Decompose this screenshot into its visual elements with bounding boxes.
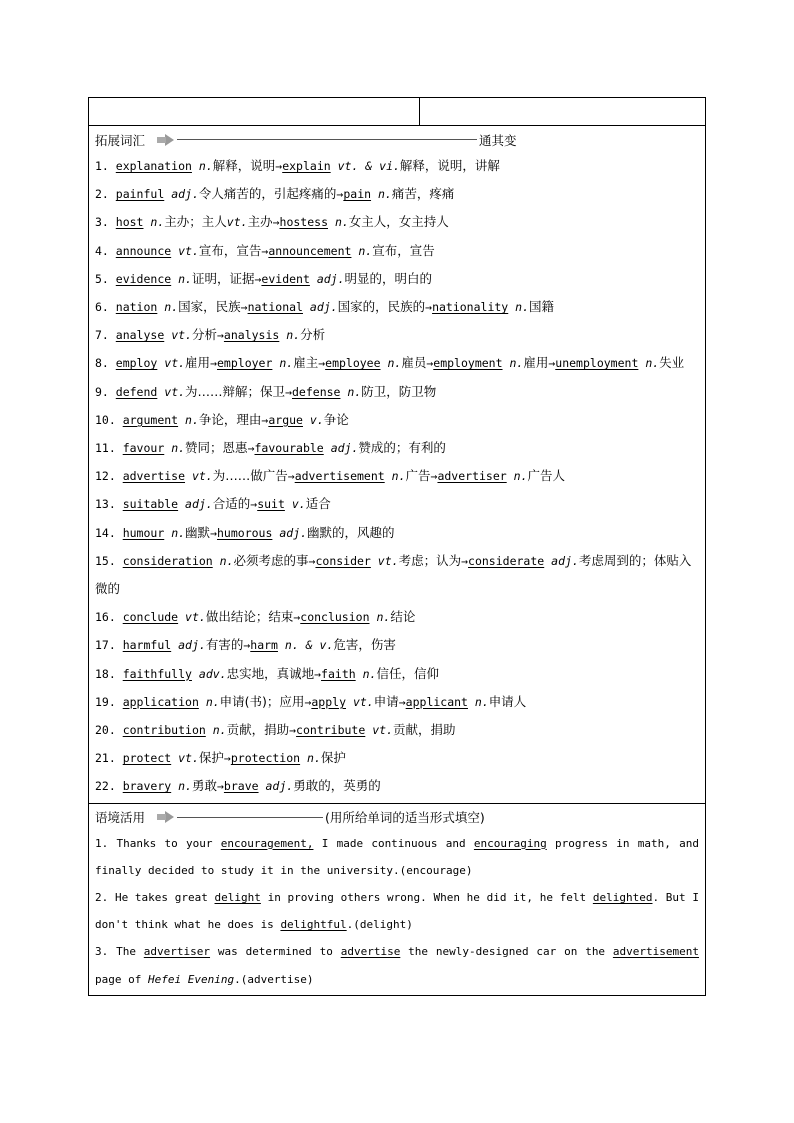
arrow-right-icon: →	[426, 356, 434, 371]
part-of-speech: n.	[205, 694, 220, 709]
answer-word: employee	[325, 356, 381, 371]
answer-word: delightful	[280, 918, 347, 932]
answer-word: encouraging	[473, 836, 547, 850]
arrow-right-icon: →	[250, 497, 258, 512]
part-of-speech: vt.	[171, 328, 192, 343]
newspaper-name: Hefei Evening	[147, 972, 235, 986]
item-number: 19.	[95, 694, 123, 709]
answer-word: announcement	[268, 243, 352, 258]
part-of-speech: adj.	[279, 525, 308, 540]
arrow-right-icon: →	[261, 412, 269, 427]
list-item	[95, 688, 699, 716]
part-of-speech: n.	[334, 215, 349, 230]
arrow-right-icon: →	[210, 525, 217, 540]
answer-word: analyse	[115, 328, 165, 343]
chinese-meaning: 雇主	[293, 355, 319, 371]
chinese-meaning: 雇用	[185, 355, 211, 371]
chinese-meaning: 勇敢的，英勇的	[293, 778, 381, 794]
arrow-right-icon: →	[261, 243, 269, 258]
item-number: 21.	[95, 751, 123, 766]
arrow-right-icon: →	[293, 610, 301, 625]
list-item	[95, 180, 699, 208]
arrow-right-icon: →	[304, 694, 312, 709]
list-item	[95, 660, 699, 688]
chinese-meaning: 宣布，宣告	[198, 242, 262, 258]
arrow-right-icon: →	[289, 723, 297, 738]
answer-word: advertisement	[612, 945, 699, 959]
item-number: 2.	[95, 187, 116, 202]
item-number: 15.	[95, 553, 123, 568]
answer-word: defense	[292, 384, 341, 399]
answer-word: employment	[433, 356, 503, 371]
arrow-right-icon: →	[287, 469, 295, 484]
answer-word: consideration	[122, 553, 213, 568]
sentence-text: page of	[95, 972, 148, 986]
answer-word: faithfully	[122, 666, 192, 681]
part-of-speech: n.	[513, 469, 528, 484]
item-number: 6.	[95, 300, 116, 315]
list-item	[95, 152, 699, 180]
item-number: 11.	[95, 441, 123, 456]
chinese-meaning: 忠实地，真诚地	[226, 665, 315, 681]
part-of-speech: n.	[474, 694, 489, 709]
answer-word: advertise	[122, 469, 186, 484]
context-usage-section	[89, 803, 705, 995]
part-of-speech: n.	[645, 356, 660, 371]
list-item	[95, 716, 699, 744]
answer-word: protection	[230, 751, 301, 766]
chinese-meaning: 国家的，民族的	[337, 299, 426, 315]
exercise-sentence	[95, 884, 699, 938]
chinese-meaning: 适合	[305, 496, 331, 512]
sentence-text: .(delight)	[346, 918, 413, 932]
part-of-speech: n.	[387, 356, 402, 371]
answer-word: pain	[343, 187, 372, 202]
answer-word: applicant	[405, 694, 468, 709]
list-item	[95, 547, 699, 603]
part-of-speech: v.	[291, 497, 306, 512]
answer-word: favour	[122, 441, 165, 456]
arrow-right-icon: →	[247, 441, 255, 456]
item-number: 8.	[95, 356, 116, 371]
chinese-meaning: 申请(书)；应用	[219, 693, 305, 709]
arrow-right-icon: →	[398, 694, 406, 709]
chinese-meaning: 为……做广告	[212, 468, 288, 484]
chinese-meaning: 保护	[198, 750, 224, 766]
section-title-line	[95, 805, 699, 830]
answer-word: advertise	[340, 945, 401, 959]
arrow-right-icon: →	[223, 751, 231, 766]
arrow-right-icon: →	[216, 779, 224, 794]
list-item	[95, 631, 699, 659]
list-item	[95, 265, 699, 293]
part-of-speech: vt.	[178, 243, 199, 258]
answer-word: evidence	[115, 271, 172, 286]
list-item	[95, 406, 699, 434]
chinese-meaning: 解释，说明	[212, 158, 276, 173]
arrow-right-icon: →	[285, 384, 292, 399]
list-item	[95, 434, 699, 462]
chinese-meaning: 保护	[320, 750, 346, 766]
answer-word: nation	[115, 300, 158, 315]
part-of-speech: adj.	[330, 441, 359, 456]
answer-word: hostess	[279, 215, 328, 230]
chinese-meaning: 令人痛苦的，引起疼痛的	[198, 186, 337, 202]
item-number: 9.	[95, 384, 116, 399]
header-cell-left	[89, 98, 420, 125]
vocabulary-expansion-section	[89, 126, 705, 803]
part-of-speech: n.	[178, 271, 192, 286]
answer-word: host	[115, 215, 144, 230]
arrow-right-icon: →	[336, 187, 344, 202]
arrow-right-icon: →	[314, 666, 322, 681]
chinese-meaning: 解释，说明，讲解	[399, 158, 500, 173]
chinese-meaning: 结论	[390, 609, 416, 625]
answer-word: humour	[122, 525, 165, 540]
worksheet-table	[88, 97, 706, 996]
item-number: 5.	[95, 271, 116, 286]
answer-word: explain	[282, 159, 331, 173]
chinese-meaning: 合适的	[212, 496, 251, 512]
chinese-meaning: 争论，理由	[198, 411, 262, 427]
answer-word: national	[247, 300, 303, 315]
part-of-speech: adv.	[198, 666, 227, 681]
part-of-speech: n.	[198, 159, 213, 173]
chinese-meaning: 为……辩解；保卫	[185, 383, 286, 399]
section-title: 语境活用	[95, 810, 146, 826]
sentence-text: Thanks to your	[116, 836, 221, 850]
answer-word: apply	[311, 694, 346, 709]
sentence-text: in proving others wrong. When he did it, he felt	[260, 891, 593, 905]
chinese-meaning: 证明，证据	[191, 270, 255, 286]
part-of-speech: adj.	[316, 271, 345, 286]
chinese-meaning: 赞成的；有利的	[358, 440, 446, 456]
arrow-right-icon: →	[243, 638, 251, 653]
arrow-right-icon: →	[240, 300, 248, 315]
list-item	[95, 490, 699, 518]
item-number: 20.	[95, 723, 123, 738]
answer-word: evident	[261, 271, 310, 286]
arrow-right-icon: →	[425, 300, 433, 315]
sentence-text: the newly-designed car on the	[400, 945, 613, 959]
dash-divider	[177, 817, 323, 818]
part-of-speech: n.	[171, 525, 186, 540]
chinese-meaning: 宣布，宣告	[372, 242, 435, 258]
part-of-speech: vt.	[191, 469, 213, 484]
list-item	[95, 349, 699, 377]
part-of-speech: adj.	[265, 779, 294, 794]
part-of-speech: n. & v.	[284, 638, 334, 653]
item-number: 3.	[95, 215, 116, 230]
table-header-row	[89, 98, 705, 126]
answer-word: employer	[217, 356, 273, 371]
answer-word: brave	[223, 779, 259, 794]
list-item	[95, 208, 699, 236]
chinese-meaning: 信任，信仰	[376, 665, 439, 681]
answer-word: conclusion	[300, 610, 370, 625]
chinese-meaning: 国家，民族	[178, 299, 241, 315]
part-of-speech: n.	[377, 187, 392, 202]
chinese-meaning: 广告	[405, 468, 431, 484]
sentence-text: . But I don't think what he does is	[95, 891, 699, 932]
part-of-speech: adj.	[178, 638, 206, 653]
list-item	[95, 603, 699, 631]
item-number: 16.	[95, 610, 123, 625]
answer-word: faith	[321, 666, 356, 681]
answer-word: contribute	[296, 723, 366, 738]
list-item	[95, 744, 699, 772]
answer-word: protect	[122, 751, 172, 766]
arrow-icon	[165, 134, 174, 146]
list-item	[95, 519, 699, 547]
answer-word: unemployment	[555, 356, 639, 371]
chinese-meaning: 申请	[373, 693, 399, 709]
chinese-meaning: 幽默	[185, 524, 211, 540]
chinese-meaning: 必须考虑的事	[233, 552, 309, 568]
part-of-speech: vt.	[352, 694, 374, 709]
part-of-speech: adj.	[185, 497, 213, 512]
answer-word: application	[122, 694, 199, 709]
fill-in-exercise-list	[95, 830, 699, 993]
chinese-meaning: 广告人	[527, 468, 566, 484]
answer-word: encouragement,	[220, 836, 314, 850]
part-of-speech: adj.	[171, 187, 199, 202]
item-number: 1.	[95, 836, 117, 850]
answer-word: contribution	[122, 723, 206, 738]
chinese-meaning: 失业	[659, 355, 685, 371]
arrow-right-icon: →	[461, 553, 469, 568]
part-of-speech: n.	[376, 610, 391, 625]
section-title-line	[95, 127, 699, 152]
dash-divider	[177, 139, 477, 140]
part-of-speech: n.	[286, 328, 301, 343]
answer-word: suitable	[122, 497, 179, 512]
exercise-sentence	[95, 830, 699, 884]
part-of-speech: adj.	[551, 553, 579, 568]
part-of-speech: n.	[164, 300, 179, 315]
answer-word: bravery	[122, 779, 172, 794]
chinese-meaning: 防卫，防卫物	[361, 383, 437, 399]
sentence-text: .(advertise)	[234, 972, 314, 986]
arrow-right-icon: →	[254, 271, 262, 286]
item-number: 14.	[95, 525, 123, 540]
answer-word: announce	[115, 243, 172, 258]
answer-word: employ	[115, 356, 158, 371]
arrow-icon	[165, 811, 174, 823]
chinese-meaning: 雇员	[401, 355, 427, 371]
list-item	[95, 321, 699, 349]
part-of-speech: vt.	[226, 215, 248, 230]
part-of-speech: vt.	[372, 723, 394, 738]
chinese-meaning: 做出结论；结束	[205, 609, 294, 625]
answer-word: humorous	[217, 525, 273, 540]
list-item	[95, 378, 699, 406]
answer-word: nationality	[432, 300, 509, 315]
chinese-meaning: 有害的	[205, 637, 244, 653]
answer-word: painful	[115, 187, 165, 202]
arrow-right-icon: →	[308, 553, 316, 568]
chinese-meaning: 明显的，明白的	[344, 270, 433, 286]
chinese-meaning: 幽默的，风趣的	[307, 524, 395, 540]
answer-word: consider	[315, 553, 371, 568]
part-of-speech: n.	[509, 356, 524, 371]
chinese-meaning: 痛苦，疼痛	[391, 186, 455, 202]
item-number: 4.	[95, 243, 116, 258]
arrow-right-icon: →	[275, 159, 283, 173]
part-of-speech: vt.	[164, 356, 186, 371]
chinese-meaning: 分析	[191, 327, 217, 343]
part-of-speech: n.	[391, 469, 406, 484]
part-of-speech: vt.	[377, 553, 399, 568]
chinese-meaning: 主办	[247, 214, 273, 230]
part-of-speech: vt.	[164, 384, 186, 399]
part-of-speech: n.	[358, 243, 373, 258]
item-number: 22.	[95, 779, 123, 794]
chinese-meaning: 考虑；认为	[398, 552, 462, 568]
section-title: 拓展词汇	[95, 132, 146, 148]
header-cell-right	[420, 98, 705, 125]
part-of-speech: n.	[362, 666, 377, 681]
item-number: 12.	[95, 469, 123, 484]
item-number: 2.	[95, 891, 115, 905]
item-number: 18.	[95, 666, 123, 681]
arrow-right-icon: →	[272, 215, 280, 230]
answer-word: harmful	[122, 638, 172, 653]
part-of-speech: n.	[178, 779, 192, 794]
item-number: 10.	[95, 412, 123, 427]
sentence-text: The	[116, 945, 144, 959]
chinese-meaning: 赞同；恩惠	[185, 440, 248, 456]
sentence-text: I made continuous and	[313, 836, 474, 850]
answer-word: analysis	[223, 328, 280, 343]
chinese-meaning: 主办；主人	[164, 214, 227, 230]
answer-word: defend	[115, 384, 158, 399]
item-number: 13.	[95, 497, 123, 512]
part-of-speech: vt.	[185, 610, 206, 625]
part-of-speech: v.	[309, 412, 324, 427]
part-of-speech: n.	[212, 723, 227, 738]
item-number: 1.	[95, 159, 116, 173]
part-of-speech: n.	[279, 356, 294, 371]
part-of-speech: vt. & vi.	[337, 159, 400, 173]
list-item	[95, 237, 699, 265]
item-number: 3.	[95, 945, 117, 959]
section-subtitle: 通其变	[479, 132, 517, 148]
answer-word: delighted	[592, 891, 653, 905]
arrow-right-icon: →	[318, 356, 326, 371]
part-of-speech: vt.	[178, 751, 199, 766]
answer-word: argue	[268, 412, 303, 427]
answer-word: harm	[250, 638, 278, 653]
arrow-right-icon: →	[548, 356, 556, 371]
arrow-right-icon: →	[430, 469, 438, 484]
list-item	[95, 772, 699, 800]
part-of-speech: n.	[515, 300, 530, 315]
part-of-speech: adj.	[309, 300, 338, 315]
part-of-speech: n.	[219, 553, 234, 568]
answer-word: advertiser	[143, 945, 211, 959]
sentence-text: progress in math, and finally decided to study it in the university.(encourage)	[95, 836, 699, 877]
chinese-meaning: 分析	[300, 327, 326, 343]
part-of-speech: n.	[171, 441, 186, 456]
answer-word: advertisement	[294, 469, 385, 484]
chinese-meaning: 贡献，捐助	[226, 722, 290, 738]
part-of-speech: n.	[307, 751, 321, 766]
chinese-meaning: 申请人	[488, 693, 527, 709]
chinese-meaning: 勇敢	[191, 778, 217, 794]
answer-word: conclude	[122, 610, 179, 625]
word-family-list	[95, 152, 699, 801]
part-of-speech: n.	[185, 412, 199, 427]
item-number: 17.	[95, 638, 123, 653]
sentence-text: He takes great	[114, 891, 215, 905]
answer-word: considerate	[468, 553, 545, 568]
list-item	[95, 293, 699, 321]
chinese-meaning: 考虑周到的；体贴入微的	[95, 552, 692, 597]
chinese-meaning: 争论	[323, 411, 349, 427]
sentence-text: was determined to	[210, 945, 341, 959]
chinese-meaning: 雇用	[523, 355, 549, 371]
answer-word: delight	[214, 891, 261, 905]
chinese-meaning: 危害，伤害	[333, 637, 396, 653]
chinese-meaning: 国籍	[529, 299, 555, 315]
answer-word: suit	[257, 497, 285, 512]
part-of-speech: n.	[150, 215, 165, 230]
arrow-right-icon: →	[216, 328, 224, 343]
chinese-meaning: 贡献，捐助	[393, 722, 456, 738]
arrow-right-icon: →	[210, 356, 217, 371]
item-number: 7.	[95, 328, 116, 343]
answer-word: favourable	[254, 441, 324, 456]
list-item	[95, 462, 699, 490]
answer-word: explanation	[115, 159, 192, 173]
answer-word: advertiser	[437, 469, 507, 484]
section-subtitle: (用所给单词的适当形式填空)	[325, 810, 485, 826]
answer-word: argument	[122, 412, 179, 427]
chinese-meaning: 女主人，女主持人	[348, 214, 449, 230]
exercise-sentence	[95, 938, 699, 992]
part-of-speech: n.	[347, 384, 362, 399]
